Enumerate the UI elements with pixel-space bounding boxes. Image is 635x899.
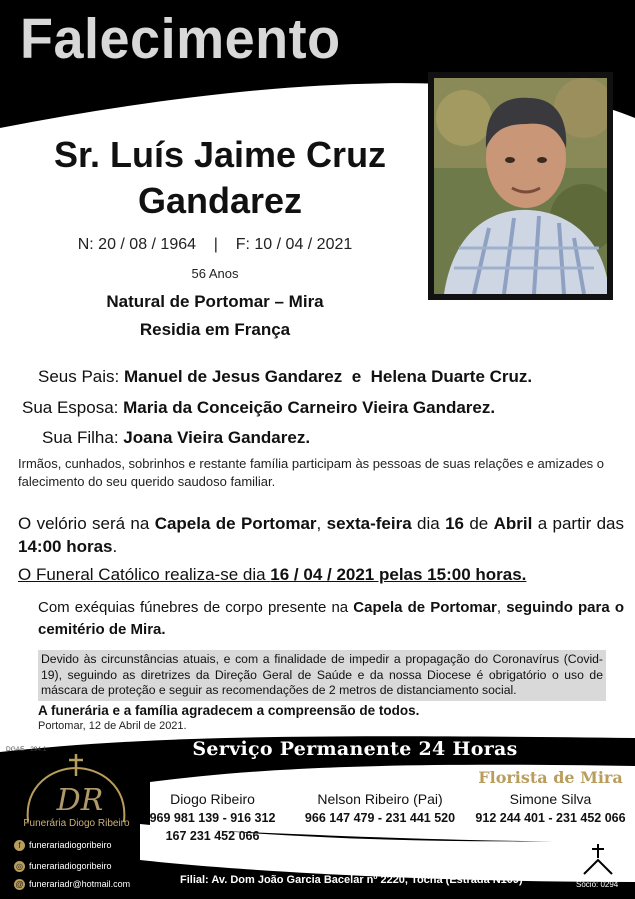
covid-notice: Devido às circunstâncias atuais, e com a finalidade de impedir a propagação do Coronavírus (Covid-19), seguindo as diretrizes da Direção Geral de Saúde e da nossa Diocese é obrigatório o uso de máscara de proteção e seguir as recomendações de 2 metros de distanciamento social. — [38, 650, 606, 701]
exequias-notice — [38, 597, 624, 641]
exequias-text-2: , — [496, 599, 507, 616]
contact-phone-simone: 912 244 401 - 231 452 066 — [475, 811, 626, 825]
florist-name: Florista de Mira — [478, 768, 623, 787]
place-date: Portomar, 12 de Abril de 2021. — [38, 720, 187, 732]
wake-text-4: de — [464, 514, 494, 533]
member-number: Sócio: 0294 — [576, 880, 619, 889]
wake-date: 16 — [445, 514, 464, 533]
wake-place: Capela de Portomar — [154, 514, 317, 533]
exequias-place: Capela de Portomar — [353, 599, 497, 616]
address-filial: Filial: Av. Dom João Garcia Bacelar nº 2220, Tocha (Estrada N109) — [180, 874, 523, 886]
thanks-message: A funerária e a família agradecem a compreensão de todos. — [38, 703, 420, 718]
spouse-value: Maria da Conceição Carneiro Vieira Gandarez. — [123, 398, 496, 417]
social-email — [14, 879, 130, 890]
logo-initials: DR — [56, 783, 104, 818]
birth-death-dates: N: 20 / 08 / 1964 | F: 10 / 04 / 2021 — [77, 236, 353, 253]
facebook-handle: funerariadiogoribeiro — [29, 840, 112, 850]
deceased-photo — [434, 78, 607, 294]
wake-text-3: dia — [411, 514, 446, 533]
facebook-icon: f — [14, 840, 25, 851]
funeral-notice — [18, 565, 624, 585]
parents-label: Seus Pais: — [38, 367, 120, 386]
page-heading: Falecimento — [20, 7, 341, 71]
exequias-text-1: Com exéquias fúnebres de corpo presente na — [38, 599, 354, 616]
funeral-text: O Funeral Católico realiza-se dia — [18, 565, 271, 584]
wake-text-2: , — [316, 514, 327, 533]
contact-name-nelson: Nelson Ribeiro (Pai) — [317, 791, 443, 807]
relatives-notice: Irmãos, cunhados, sobrinhos e restante família participam às pessoas de suas relações e amizades o falecimento do seu querido saudoso familiar. — [18, 456, 605, 489]
wake-time: 14:00 horas — [18, 537, 113, 556]
address-sede: Sede: Praceta Poeta Francisco Bingre nº15, Mira (Junto ao Cemitério) — [180, 854, 544, 866]
residence: Residia em França — [139, 320, 291, 339]
exequias-text-3: seguindo para o cemitério de Mira. — [38, 599, 624, 638]
email-icon: @ — [15, 880, 24, 890]
daughter-line — [42, 428, 310, 448]
funeral-datetime: 16 / 04 / 2021 pelas 15:00 horas. — [270, 565, 527, 584]
service-slogan: Serviço Permanente 24 Horas — [192, 738, 518, 760]
spouse-line — [22, 398, 495, 418]
age: 56 Anos — [191, 266, 239, 281]
instagram-handle: funerariadiogoribeiro — [29, 861, 112, 871]
wake-text-5: a partir das — [532, 514, 624, 533]
birthplace: Natural de Portomar – Mira — [106, 292, 324, 311]
parents-value: Manuel de Jesus Gandarez e Helena Duarte Cruz. — [124, 367, 533, 386]
wake-text-6: . — [112, 537, 118, 556]
spouse-label: Sua Esposa: — [22, 398, 119, 417]
wake-text-1: O velório será na — [18, 514, 155, 533]
logo-name: Funerária Diogo Ribeiro — [23, 818, 130, 829]
instagram-icon: ◎ — [14, 861, 25, 872]
daughter-label: Sua Filha: — [42, 428, 119, 447]
social-instagram — [14, 861, 112, 872]
contact-phone-nelson: 966 147 479 - 231 441 520 — [304, 811, 456, 825]
contact-name-diogo: Diogo Ribeiro — [170, 791, 255, 807]
wake-month: Abril — [493, 514, 533, 533]
association-logo — [578, 838, 618, 880]
contact-phone-diogo: 969 981 139 - 916 312 167 231 452 066 — [149, 811, 276, 843]
wake-notice — [18, 512, 624, 558]
email-address: funerariadr@hotmail.com — [29, 879, 131, 889]
daughter-value: Joana Vieira Gandarez. — [123, 428, 311, 447]
dgae-code: DGAE - 294.1 — [6, 746, 47, 753]
wake-day: sexta-feira — [326, 514, 412, 533]
social-facebook — [14, 840, 112, 851]
parents-line — [38, 367, 532, 387]
contact-name-simone: Simone Silva — [509, 791, 592, 807]
deceased-name: Sr. Luís Jaime Cruz Gandarez — [53, 134, 387, 221]
